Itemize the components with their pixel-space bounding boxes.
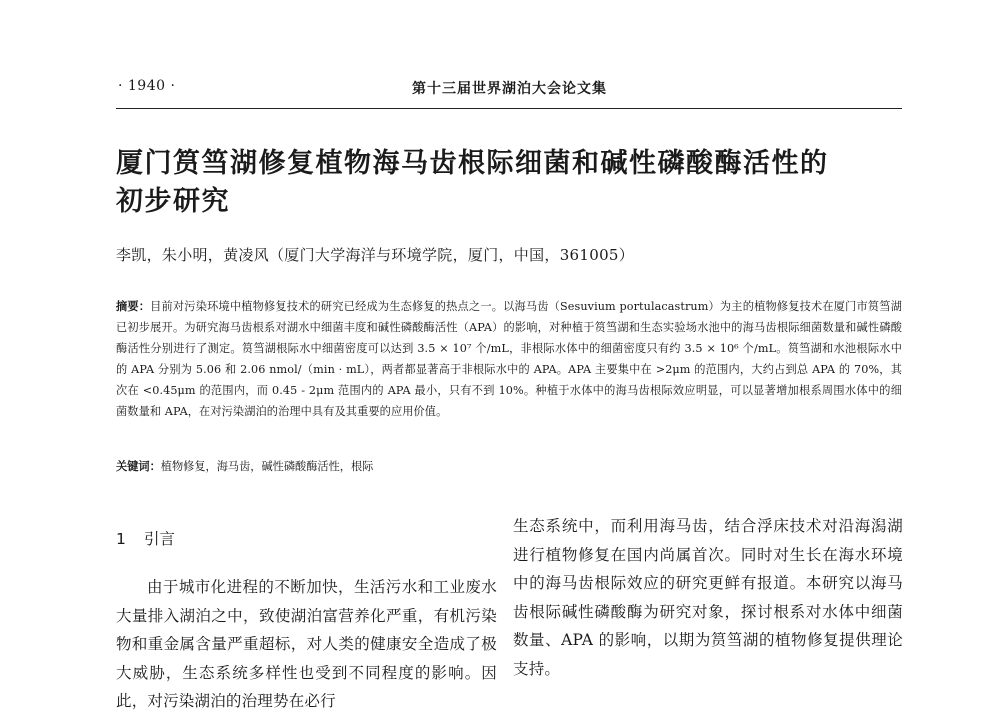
abstract [116, 296, 902, 422]
title-line-1: 厦门筼筜湖修复植物海马齿根际细菌和碱性磷酸酶活性的 [116, 148, 829, 179]
keywords [116, 458, 373, 474]
section-title: 引言 [144, 530, 176, 548]
keywords-text: 植物修复，海马齿，碱性磷酸酶活性，根际 [160, 460, 374, 473]
right-column [513, 512, 903, 683]
section-number: 1 [116, 530, 126, 548]
keywords-label: 关键词： [116, 459, 161, 473]
title-line-2: 初步研究 [116, 186, 230, 217]
paper-title [116, 145, 906, 221]
intro-paragraph-left: 由于城市化进程的不断加快，生活污水和工业废水大量排入湖泊之中，致使湖泊富营养化严重，有机污染物和重金属含量严重超标，对人类的健康安全造成了极大威胁，生态系统多样性也受到不同程度的影响。因此，对污染湖泊的治理势在必行 [116, 578, 497, 710]
authors-affiliation: 李凯，朱小明，黄凌风（厦门大学海洋与环境学院，厦门，中国，361005） [116, 246, 635, 264]
running-title: 第十三届世界湖泊大会论文集 [412, 81, 607, 97]
section-heading [116, 525, 497, 553]
left-column [116, 525, 497, 710]
abstract-label: 摘要： [116, 299, 151, 313]
page-number: · 1940 · [118, 78, 176, 94]
abstract-text: 目前对污染环境中植物修复技术的研究已经成为生态修复的热点之一。以海马齿（Sesuvium portulacastrum）为主的植物修复技术在厦门市筼筜湖已初步展开。为研究海马齿根系对湖水中细菌丰度和碱性磷酸酶活性（APA）的影响，对种植于筼筜湖和生态实验场水池中的海马齿根际细菌数量和碱性磷酸酶活性分别进行了测定。筼筜湖根际水中细菌密度可以达到 3.5 × 10⁷ 个/mL，非根际水体中的细菌密度只有约 3.5 × 10⁶ 个/mL。筼筜湖和水池根际水中的 APA 分别为 5.06 和 2.06 nmol/（min · mL），两者都显著高于非根际水中的 APA。APA 主要集中在 >2μm 的范围内，大约占到总 APA 的 70%，其次在 <0.45μm 的范围内，而 0.45 - 2μm 范围内的 APA 最小，只有不到 10%。种植于水体中的海马齿根际效应明显，可以显著增加根系周围水体中的细菌数量和 APA，在对污染湖泊的治理中具有及其重要的应用价值。 [116, 300, 902, 418]
intro-paragraph-right: 生态系统中，而利用海马齿，结合浮床技术对沿海潟湖进行植物修复在国内尚属首次。同时对生长在海水环境中的海马齿根际效应的研究更鲜有报道。本研究以海马齿根际碱性磷酸酶为研究对象，探讨根系对水体中细菌数量、APA 的影响，以期为筼筜湖的植物修复提供理论支持。 [513, 517, 903, 678]
header-rule [116, 108, 902, 109]
